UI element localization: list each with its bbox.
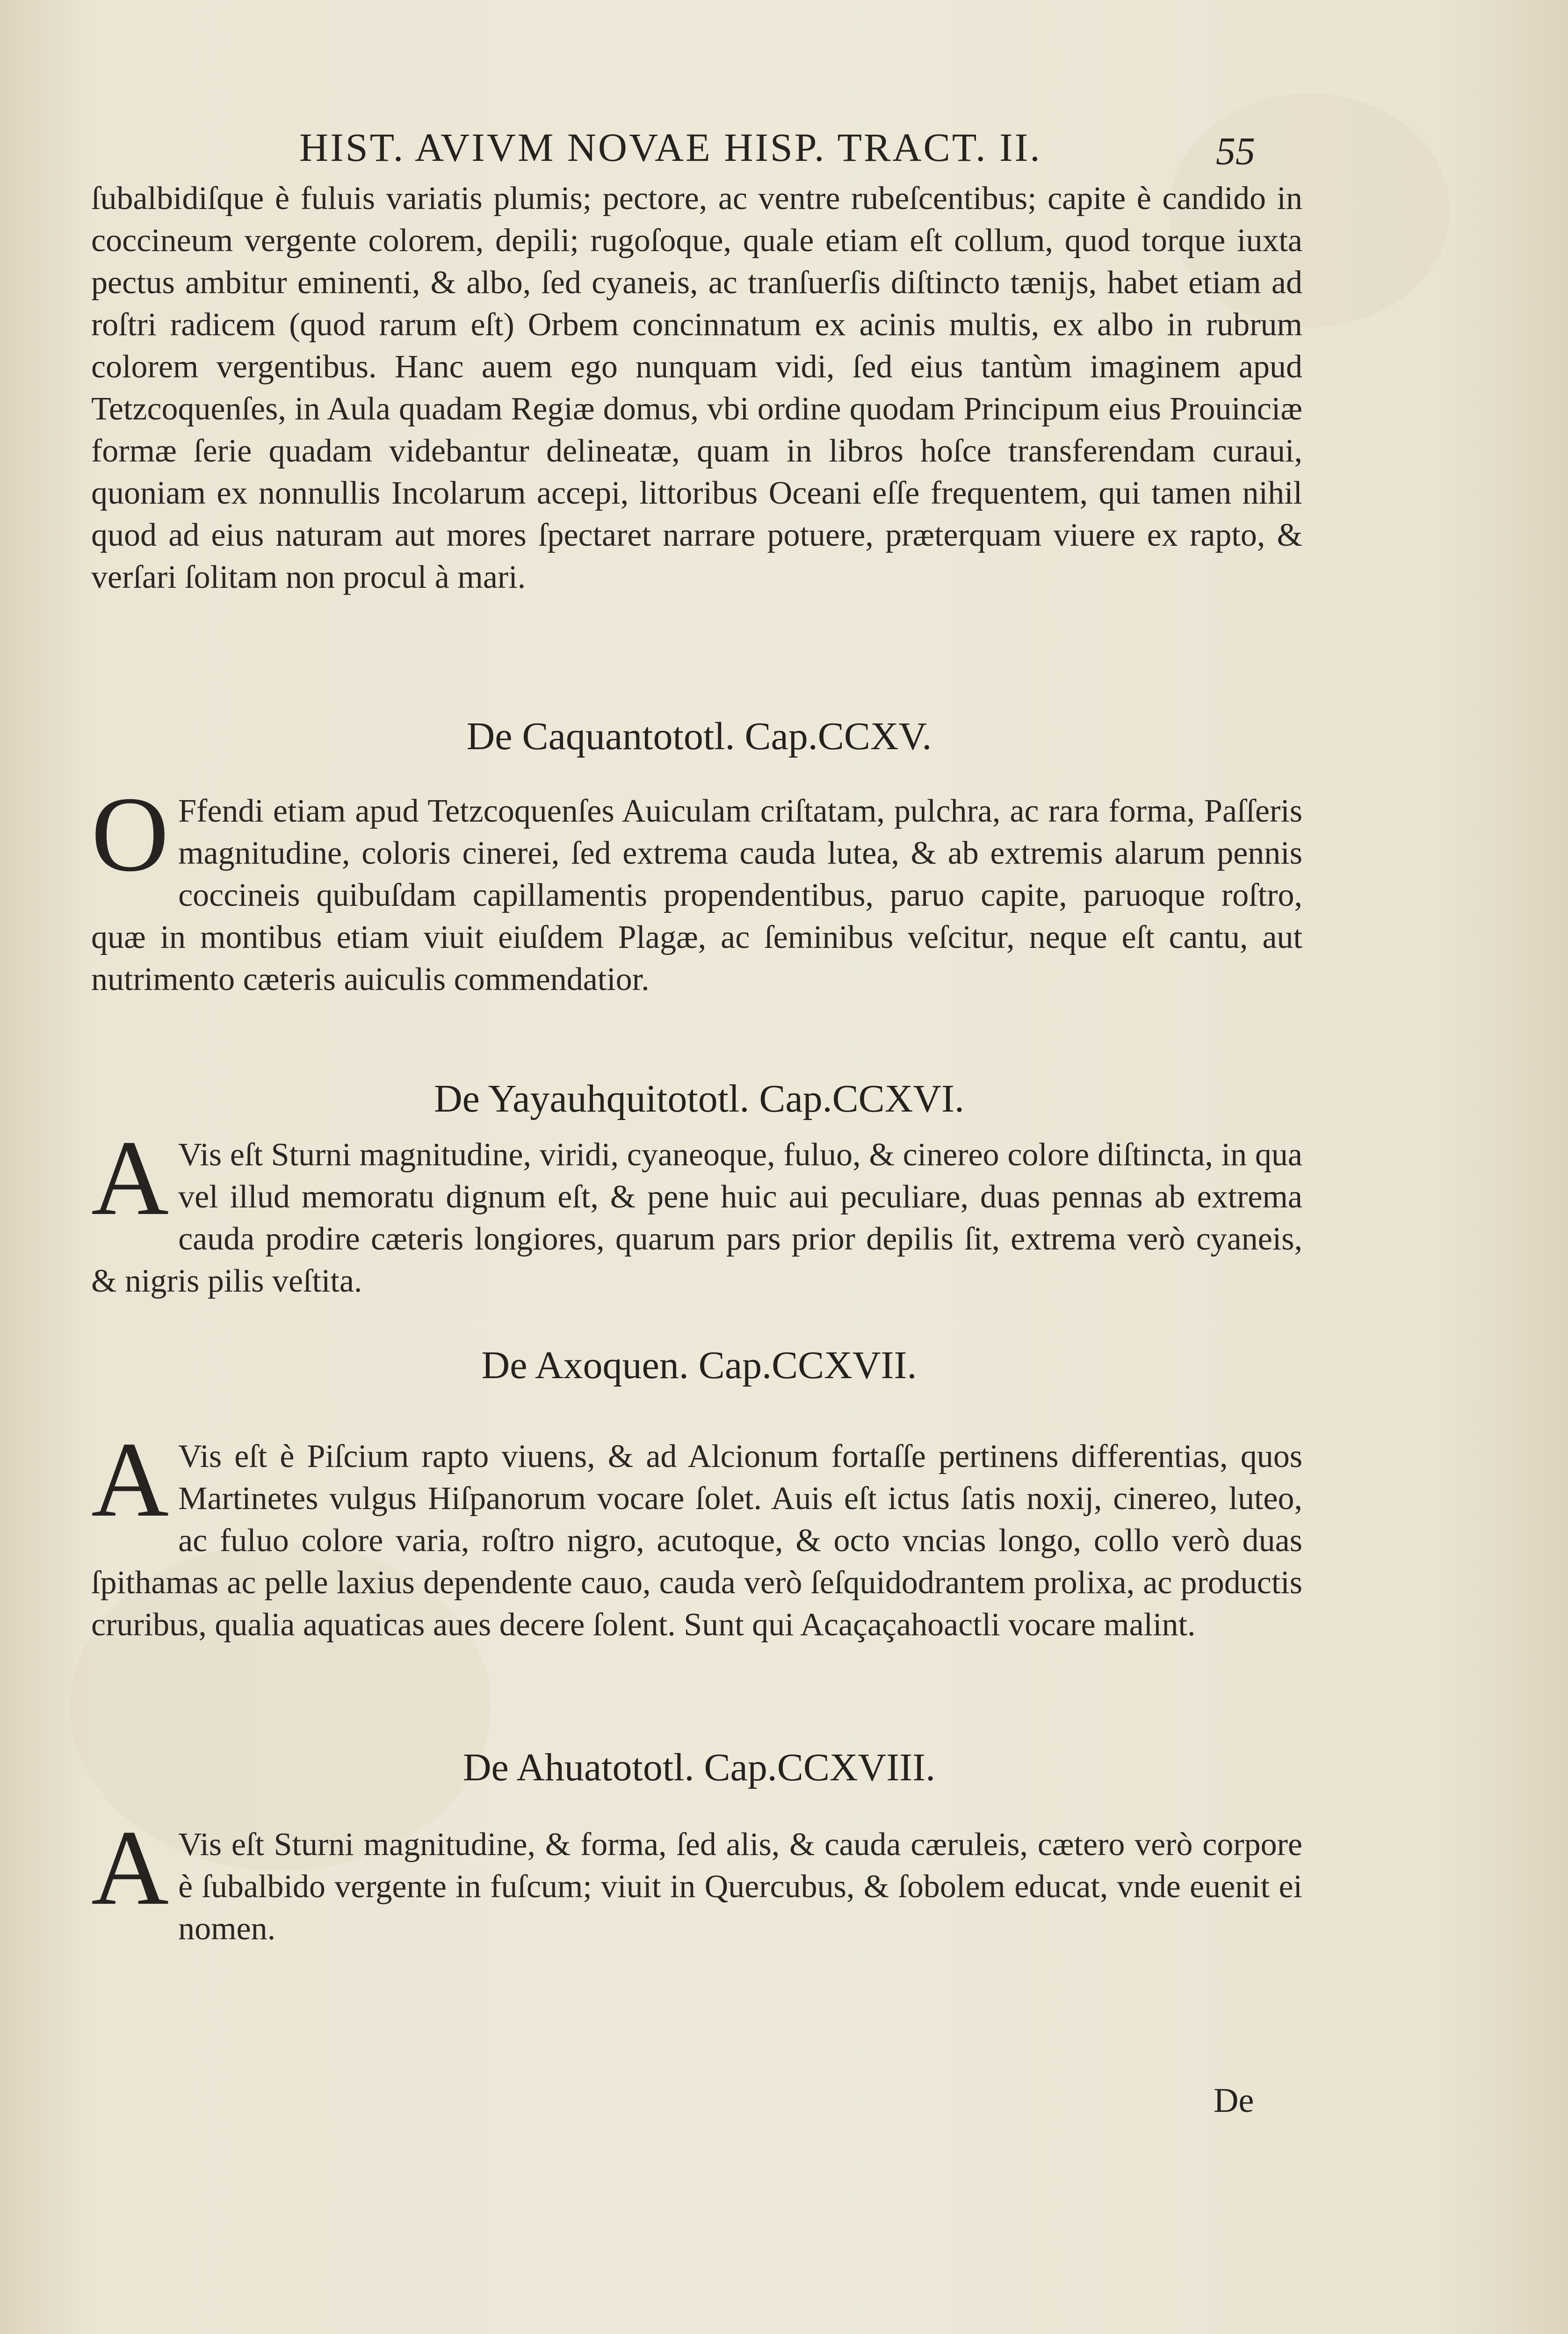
chapter-heading-ccxv: De Caquantototl. Cap.CCXV. — [466, 715, 932, 758]
chapter-heading-ccxviii: De Ahuatototl. Cap.CCXVIII. — [462, 1746, 936, 1789]
running-title: HIST. AVIVM NOVAE HISP. TRACT. II. — [299, 125, 1042, 170]
drop-cap-initial: A — [91, 1118, 169, 1237]
chapter-text: Vis eſt Sturni magnitudine, & forma, ſed alis, & cauda cæruleis, cætero verò corpore è ſubalbido vergente in fuſcum; viuit in Quercubus, & ſobolem educat, vnde euenit ei nomen. — [178, 1827, 1302, 1947]
opening-paragraph: ſubalbidiſque è fuluis variatis plumis; pectore, ac ventre rubeſcentibus; capite è candido in coccineum vergente colorem, depili; rugoſoque, quale etiam eſt collum, quod torque iuxta pectus ambitur eminenti, & albo, ſed cyaneis, ac tranſuerſis diſtincto tænijs, habet etiam ad roſtri radicem (quod rarum eſt) Orbem concinnatum ex acinis multis, ex albo in rubrum colorem vergentibus. Hanc auem ego nunquam vidi, ſed eius tantùm imaginem apud Tetzcoquenſes, in Aula quadam Regiæ domus, vbi ordine quodam Principum eius Prouinciæ formæ ſerie quadam videbantur delineatæ, quam in libros hoſce transferendam curaui, quoniam ex nonnullis Incolarum accepi, littoribus Oceani eſſe frequentem, qui tamen nihil quod ad eius naturam aut mores ſpectaret narrare potuere, præterquam viuere ex rapto, & verſari ſolitam non procul à mari. — [91, 181, 1302, 595]
running-head — [0, 124, 1568, 180]
chapter-text: Ffendi etiam apud Tetzcoquenſes Auiculam criſtatam, pulchra, ac rara forma, Paſſeris magnitudine, coloris cinerei, ſed extrema cauda lutea, & ab extremis alarum pennis coccineis quibuſdam capillamentis propendentibus, paruo capite, paruoque roſtro, quæ in montibus etiam viuit eiuſdem Plagæ, ac ſeminibus veſcitur, neque eſt cantu, aut nutrimento cæteris auiculis commendatior. — [91, 793, 1302, 997]
catchword: De — [1214, 2081, 1254, 2120]
chapter-paragraph-ccxviii — [91, 1808, 1302, 1950]
chapter-heading-ccxvii: De Axoquen. Cap.CCXVII. — [481, 1344, 917, 1387]
page-number: 55 — [1216, 130, 1255, 173]
chapter-paragraph-ccxvii — [91, 1420, 1302, 1646]
chapter-text: Vis eſt Sturni magnitudine, viridi, cyaneoque, fuluo, & cinereo colore diſtincta, in qua vel illud memoratu dignum eſt, & pene huic aui peculiare, duas pennas ab extrema cauda prodire cæteris longiores, quarum pars prior depilis ſit, extrema verò cyaneis, & nigris pilis veſtita. — [91, 1137, 1302, 1299]
chapter-paragraph-ccxv — [91, 774, 1302, 1001]
drop-cap-initial: A — [91, 1808, 169, 1927]
drop-cap-initial: O — [91, 774, 169, 894]
chapter-paragraph-ccxvi — [91, 1118, 1302, 1302]
chapter-heading-ccxvi: De Yayauhquitototl. Cap.CCXVI. — [434, 1077, 964, 1120]
drop-cap-initial: A — [91, 1420, 169, 1539]
chapter-text: Vis eſt è Piſcium rapto viuens, & ad Alcionum fortaſſe pertinens differentias, quos Martinetes vulgus Hiſpanorum vocare ſolet. Auis eſt ictus ſatis noxij, cinereo, luteo, ac fuluo colore varia, roſtro nigro, acutoque, & octo vncias longo, collo verò duas ſpithamas ac pelle laxius dependente cauo, cauda verò ſeſquidodrantem prolixa, ac productis cruribus, qualia aquaticas aues decere ſolent. Sunt qui Acaçaçahoactli vocare malint. — [91, 1438, 1302, 1643]
